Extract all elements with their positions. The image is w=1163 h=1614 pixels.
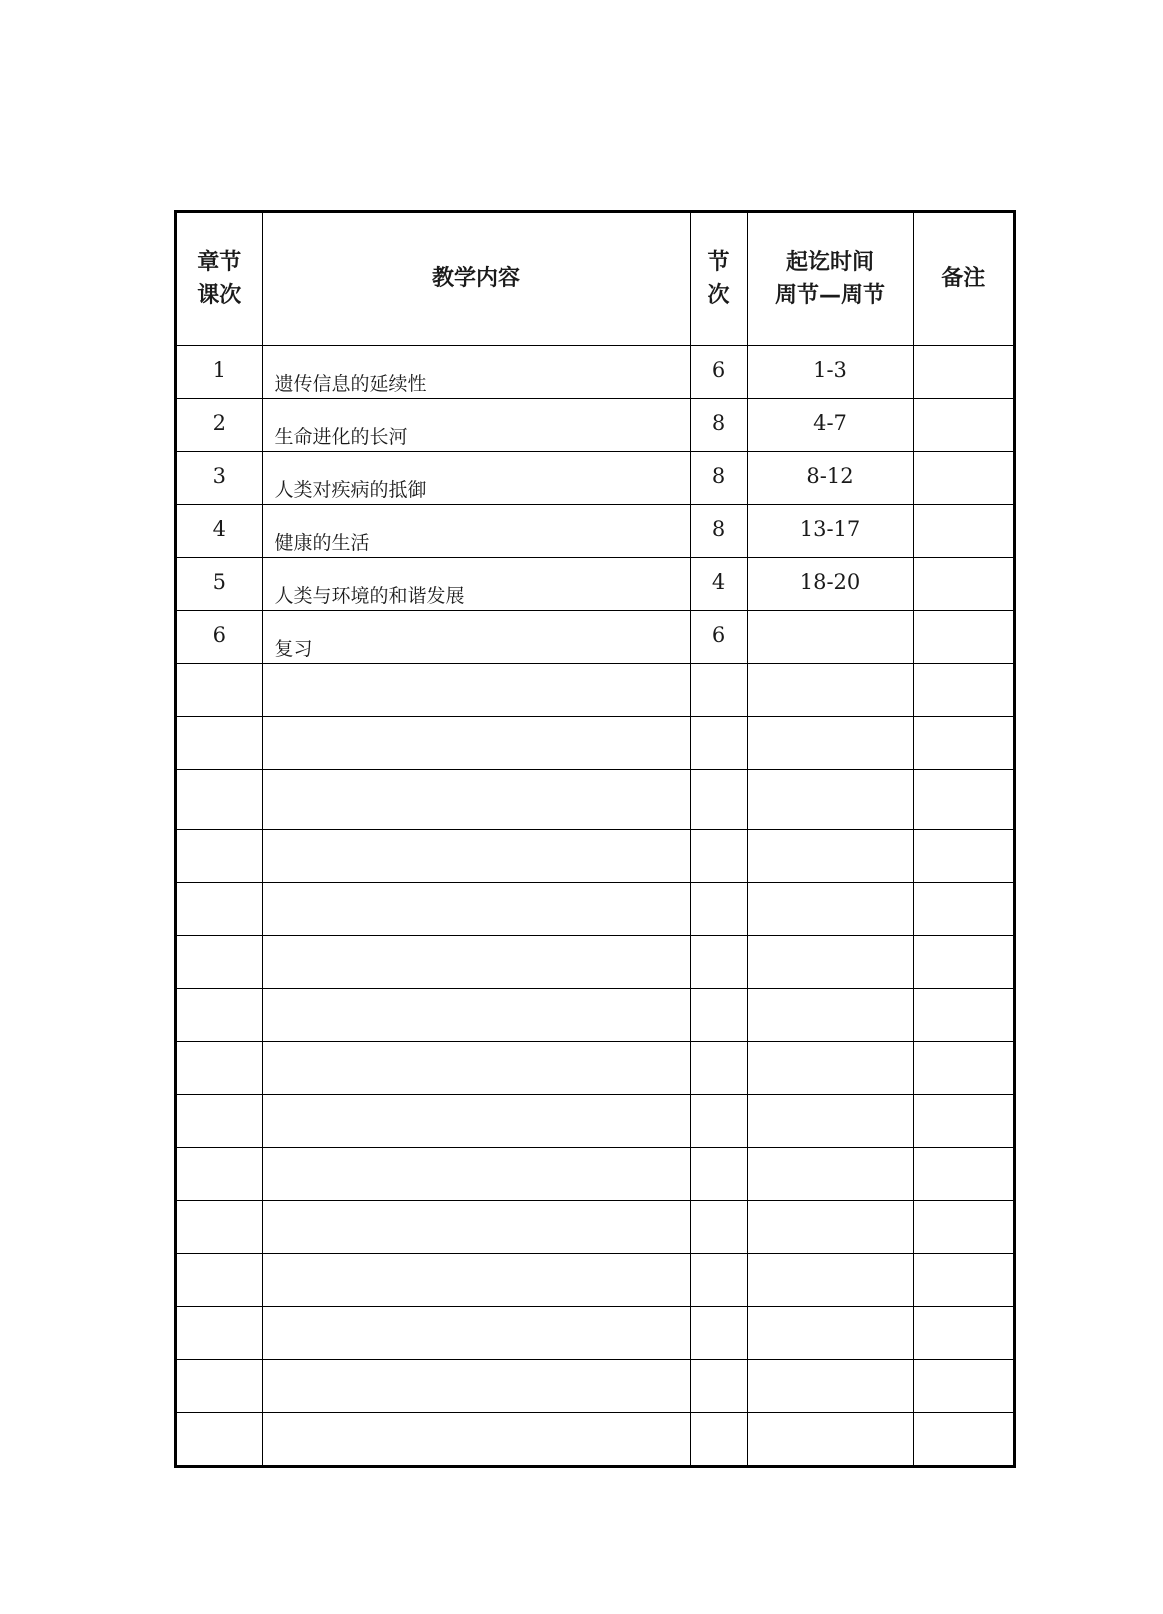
periods-cell xyxy=(690,935,747,988)
header-remarks: 备注 xyxy=(913,213,1013,345)
empty-table-row xyxy=(177,1147,1013,1200)
remarks-cell xyxy=(913,829,1013,882)
periods-cell xyxy=(690,1094,747,1147)
periods-cell xyxy=(690,1306,747,1359)
empty-table-row xyxy=(177,882,1013,935)
periods-cell xyxy=(690,1253,747,1306)
content-cell: 复习 xyxy=(262,610,690,663)
empty-table-row xyxy=(177,663,1013,716)
periods-cell: 6 xyxy=(690,345,747,398)
remarks-cell xyxy=(913,557,1013,610)
teaching-schedule-table xyxy=(177,213,1013,1465)
chapter-cell: 1 xyxy=(177,345,262,398)
chapter-cell: 6 xyxy=(177,610,262,663)
table-row xyxy=(177,610,1013,663)
content-cell xyxy=(262,1306,690,1359)
chapter-cell xyxy=(177,1147,262,1200)
chapter-cell xyxy=(177,716,262,769)
empty-table-row xyxy=(177,1041,1013,1094)
time-cell xyxy=(747,716,913,769)
remarks-cell xyxy=(913,345,1013,398)
empty-table-row xyxy=(177,716,1013,769)
chapter-cell: 4 xyxy=(177,504,262,557)
time-cell xyxy=(747,769,913,829)
header-chapter: 章节 课次 xyxy=(177,213,262,345)
content-cell: 健康的生活 xyxy=(262,504,690,557)
time-cell xyxy=(747,1147,913,1200)
time-cell: 4-7 xyxy=(747,398,913,451)
chapter-cell: 5 xyxy=(177,557,262,610)
content-cell xyxy=(262,769,690,829)
time-cell xyxy=(747,829,913,882)
content-cell: 人类与环境的和谐发展 xyxy=(262,557,690,610)
remarks-cell xyxy=(913,610,1013,663)
chapter-cell xyxy=(177,1253,262,1306)
remarks-cell xyxy=(913,398,1013,451)
table-row xyxy=(177,557,1013,610)
empty-table-row xyxy=(177,935,1013,988)
periods-cell: 8 xyxy=(690,504,747,557)
time-cell xyxy=(747,1041,913,1094)
time-cell xyxy=(747,988,913,1041)
content-cell xyxy=(262,1041,690,1094)
chapter-cell xyxy=(177,769,262,829)
schedule-table-frame xyxy=(174,210,1016,1468)
content-cell: 人类对疾病的抵御 xyxy=(262,451,690,504)
content-cell xyxy=(262,829,690,882)
remarks-cell xyxy=(913,935,1013,988)
periods-cell: 8 xyxy=(690,451,747,504)
content-cell xyxy=(262,1253,690,1306)
chapter-cell xyxy=(177,988,262,1041)
periods-cell xyxy=(690,1359,747,1412)
empty-table-row xyxy=(177,1359,1013,1412)
chapter-cell xyxy=(177,935,262,988)
empty-table-row xyxy=(177,1094,1013,1147)
remarks-cell xyxy=(913,1147,1013,1200)
periods-cell xyxy=(690,1200,747,1253)
content-cell xyxy=(262,1200,690,1253)
chapter-cell xyxy=(177,1412,262,1465)
remarks-cell xyxy=(913,663,1013,716)
content-cell: 遗传信息的延续性 xyxy=(262,345,690,398)
empty-table-row xyxy=(177,829,1013,882)
time-cell xyxy=(747,663,913,716)
content-cell xyxy=(262,1094,690,1147)
remarks-cell xyxy=(913,988,1013,1041)
content-cell xyxy=(262,935,690,988)
chapter-cell xyxy=(177,1094,262,1147)
content-cell xyxy=(262,1412,690,1465)
empty-table-row xyxy=(177,1412,1013,1465)
header-periods: 节 次 xyxy=(690,213,747,345)
table-row xyxy=(177,398,1013,451)
periods-cell: 6 xyxy=(690,610,747,663)
remarks-cell xyxy=(913,716,1013,769)
remarks-cell xyxy=(913,882,1013,935)
time-cell: 1-3 xyxy=(747,345,913,398)
content-cell xyxy=(262,1359,690,1412)
header-row xyxy=(177,213,1013,345)
chapter-cell xyxy=(177,1041,262,1094)
periods-cell xyxy=(690,716,747,769)
remarks-cell xyxy=(913,769,1013,829)
content-cell xyxy=(262,1147,690,1200)
remarks-cell xyxy=(913,1094,1013,1147)
periods-cell xyxy=(690,663,747,716)
periods-cell xyxy=(690,769,747,829)
empty-table-row xyxy=(177,1200,1013,1253)
time-cell xyxy=(747,1200,913,1253)
time-cell xyxy=(747,1306,913,1359)
periods-cell: 8 xyxy=(690,398,747,451)
content-cell xyxy=(262,716,690,769)
empty-table-row xyxy=(177,988,1013,1041)
remarks-cell xyxy=(913,451,1013,504)
periods-cell xyxy=(690,988,747,1041)
content-cell: 生命进化的长河 xyxy=(262,398,690,451)
time-cell xyxy=(747,882,913,935)
empty-table-row xyxy=(177,1253,1013,1306)
time-cell: 13-17 xyxy=(747,504,913,557)
time-cell xyxy=(747,935,913,988)
remarks-cell xyxy=(913,1200,1013,1253)
time-cell: 8-12 xyxy=(747,451,913,504)
chapter-cell xyxy=(177,1359,262,1412)
chapter-cell xyxy=(177,663,262,716)
content-cell xyxy=(262,663,690,716)
remarks-cell xyxy=(913,1041,1013,1094)
header-time: 起讫时间 周节—周节 xyxy=(747,213,913,345)
empty-table-row xyxy=(177,769,1013,829)
chapter-cell: 3 xyxy=(177,451,262,504)
time-cell: 18-20 xyxy=(747,557,913,610)
periods-cell xyxy=(690,1041,747,1094)
periods-cell xyxy=(690,1412,747,1465)
chapter-cell xyxy=(177,1200,262,1253)
remarks-cell xyxy=(913,1412,1013,1465)
content-cell xyxy=(262,882,690,935)
content-cell xyxy=(262,988,690,1041)
periods-cell xyxy=(690,829,747,882)
empty-table-row xyxy=(177,1306,1013,1359)
remarks-cell xyxy=(913,504,1013,557)
chapter-cell xyxy=(177,1306,262,1359)
chapter-cell xyxy=(177,882,262,935)
periods-cell xyxy=(690,1147,747,1200)
time-cell xyxy=(747,1094,913,1147)
chapter-cell xyxy=(177,829,262,882)
time-cell xyxy=(747,1253,913,1306)
table-row xyxy=(177,451,1013,504)
remarks-cell xyxy=(913,1306,1013,1359)
table-row xyxy=(177,345,1013,398)
remarks-cell xyxy=(913,1253,1013,1306)
time-cell xyxy=(747,610,913,663)
periods-cell: 4 xyxy=(690,557,747,610)
periods-cell xyxy=(690,882,747,935)
table-row xyxy=(177,504,1013,557)
header-content: 教学内容 xyxy=(262,213,690,345)
chapter-cell: 2 xyxy=(177,398,262,451)
remarks-cell xyxy=(913,1359,1013,1412)
time-cell xyxy=(747,1412,913,1465)
time-cell xyxy=(747,1359,913,1412)
